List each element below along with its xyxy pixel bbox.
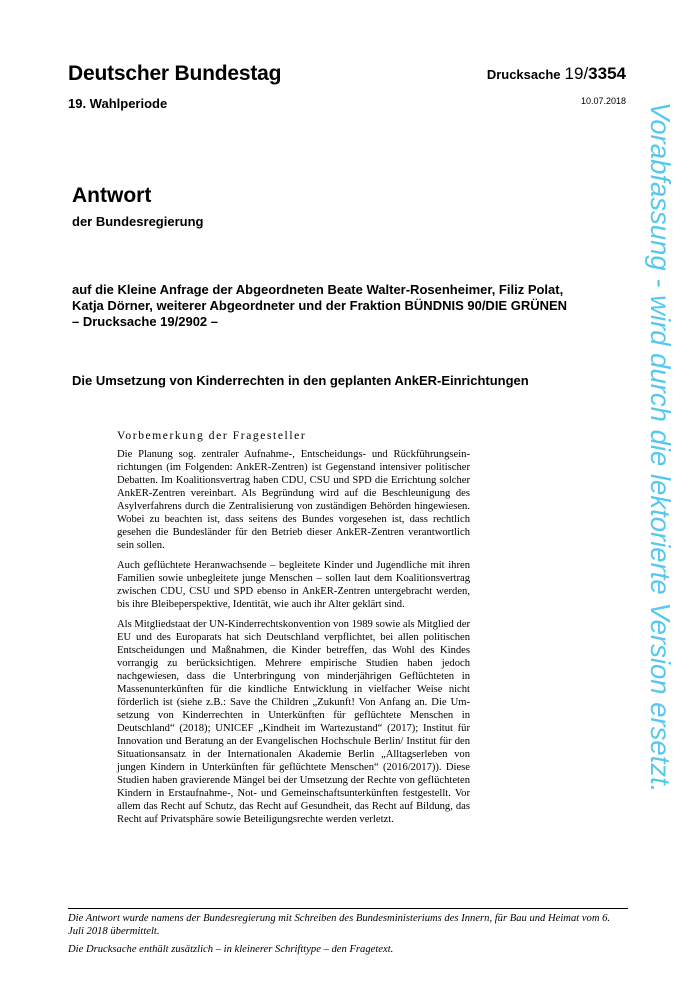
inquiry-line: auf die Kleine Anfrage der Abgeordneten Beate Walter-Rosenheimer, Filiz Polat,	[72, 282, 564, 297]
drucksache-number	[487, 64, 626, 84]
drucksache-id: 3354	[588, 64, 626, 83]
inquiry-reference	[72, 282, 628, 330]
drucksache-label: Drucksache	[486, 67, 561, 82]
body-paragraph: Auch geflüchtete Heranwachsende – begleitete Kinder und Jugendliche mit ihren Familien sowie unbegleitete junge Menschen – sollen laut dem Koalitionsvertrag zwischen CDU, CSU und SPD ebenso in AnkER-Zentren untergebracht werden, bis ihre Bleibeperspektive, Identität, wie auch ihr Alter geklärt sind.	[117, 560, 470, 610]
inquiry-line: Katja Dörner, weiterer Abgeordneter und der Fraktion BÜNDNIS 90/DIE GRÜNEN	[72, 298, 568, 313]
footer-note: Die Drucksache enthält zusätzlich – in kleinerer Schrifttype – den Fragetext.	[68, 944, 394, 955]
footer-divider	[68, 908, 628, 909]
legislative-period: 19. Wahlperiode	[68, 96, 168, 111]
document-header-left	[68, 62, 281, 111]
drucksache-prefix: 19/	[564, 64, 589, 83]
institution-name: Deutscher Bundestag	[68, 62, 282, 85]
footer-notes	[68, 912, 628, 961]
subject-heading: Die Umsetzung von Kinderrechten in den geplanten AnkER-Einrichtungen	[72, 373, 529, 388]
body-paragraph: Die Planung sog. zentraler Aufnahme-, Entscheidungs- und Rückführungseinrichtungen (im Folgenden: AnkER-Zentren) ist Gegenstand intensiver politischer Debatten. Im Koalitionsvertrag haben CDU, CSU und SPD die Errichtung solcher AnkER-Zentren vereinbart. Als Begründung wird auf die Beschleunigung des Asylverfahrens durch die Zentralisierung von zuständigen Behörden hingewiesen. Wobei zu beachten ist, dass seitens des Bundes vorgesehen ist, dass rechtlich gesehen die Bundesländer für den Betrieb dieser AnkER-Zentren verantwortlich sein sollen.	[117, 449, 470, 551]
body-paragraph: Als Mitgliedstaat der UN-Kinderrechtskonvention von 1989 sowie als Mitglied der EU und des Europarats hat sich Deutschland verpflichtet, bei allen politischen Entscheidungen und Maßnahmen, die Kinder betreffen, das Wohl des Kindes vorrangig zu berücksichtigen. Mehrere empirische Studien haben jedoch nachgewiesen, dass die Unterbringung von minderjährigen Geflüchteten in Massenunterkünften für die kindliche Entwicklung in vielfacher Weise nicht förderlich ist (siehe z.B.: Save the Children „Zukunft! Von Anfang an. Die Umsetzung von Kinderrechten in Unterkünften für geflüchtete Menschen in Deutschland“ (2018); UNICEF „Kindheit im Wartezustand“ (2017); Institut für Innovation und Beratung an der Evangelischen Hochschule Berlin/ Institut für den Situationsansatz in der Internationalen Akademie Berlin „Alltagserleben von jungen Kindern in Unterkünften für geflüchtete Menschen“ (2016/2017)). Diese Studien haben gravierende Mängel bei der Umsetzung der Rechte von geflüchteten Kindern in Erstaufnahme-, Not- und Gemeinschaftsunterkünften festgestellt. Vor allem das Recht auf Schutz, das Recht auf Gesundheit, das Recht auf Bildung, das Recht auf Privatsphäre sowie Beteiligungsrechte werden verletzt.	[117, 619, 470, 825]
preliminary-heading: Vorbemerkung der Fragesteller	[117, 430, 307, 442]
document-header-right	[487, 64, 626, 106]
inquiry-line: – Drucksache 19/2902 –	[72, 314, 218, 329]
footer-note: Die Antwort wurde namens der Bundesregierung mit Schreiben des Bundesministeriums des Innern, für Bau und Heimat vom 6. Juli 2018 übermittelt.	[68, 913, 611, 937]
document-subtitle: der Bundesregierung	[72, 214, 204, 229]
document-date: 10.07.2018	[580, 96, 626, 106]
document-title: Antwort	[72, 184, 152, 207]
draft-watermark: Vorabfassung - wird durch die lektorierte Version ersetzt.	[645, 102, 676, 793]
preliminary-text	[117, 448, 470, 833]
